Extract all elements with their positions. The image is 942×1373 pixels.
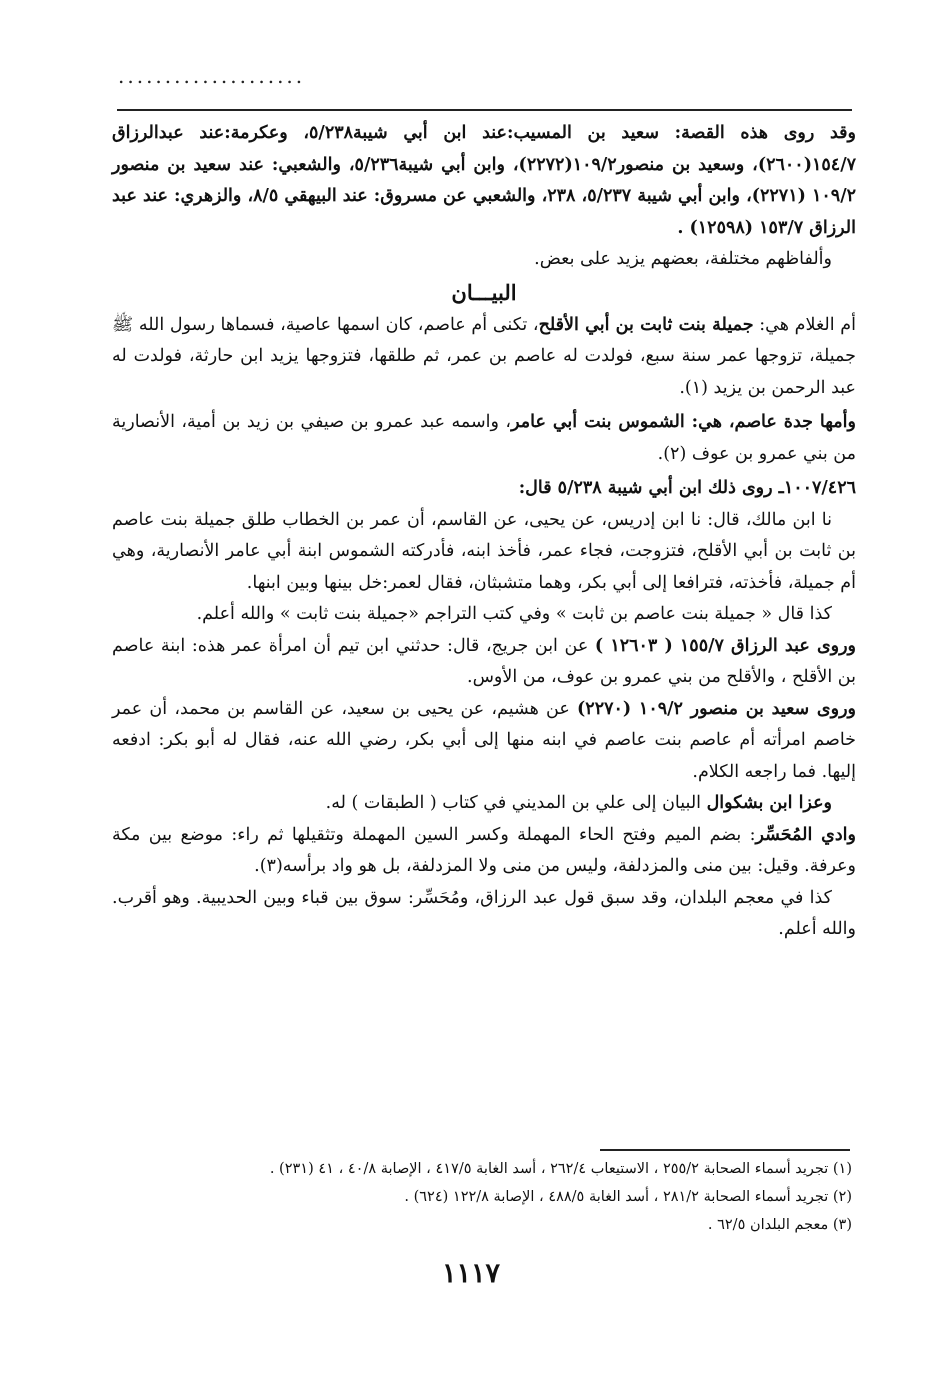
- paragraph-saeed: [112, 694, 856, 789]
- paragraph-muhassir: [112, 820, 856, 883]
- p1-name: جميلة بنت ثابت بن أبي الأقلح: [538, 314, 754, 335]
- p6-rest: عن ابن جريج، قال: حدثني ابن تيم أن امرأة عمر هذه: ابنة عاصم بن الأقلح ، والأقلح من بني عمرو بن عوف، من الأوس.: [112, 635, 856, 687]
- commentary-note: كذا قال « جميلة بنت عاصم بن ثابت » وفي كتب التراجم «جميلة بنت ثابت » والله أعلم.: [196, 604, 832, 624]
- p6-bold: وروى عبد الرزاق ١٥٥/٧ ( ١٢٦٠٣ ): [594, 635, 856, 656]
- narration-heading: ١٠٠٧/٤٢٦ـ روى ذلك ابن أبي شيبة ٥/٢٣٨ قال:: [518, 478, 856, 498]
- intro-note: وألفاظهم مختلفة، بعضهم يزيد على بعض.: [534, 249, 832, 269]
- p8-bold: وعزا ابن بشكوال: [706, 793, 832, 813]
- footnotes: [130, 1155, 852, 1239]
- p7-bold: وروى سعيد بن منصور ١٠٩/٢ (٢٢٧٠): [577, 698, 856, 719]
- p9-rest: : بضم الميم وفتح الحاء المهملة وكسر السين المهملة وتثقيلها ثم راء: موضع بين مكة وعرفة. وقيل: بين منى والمزدلفة، وليس من منى ولا المزدلفة، بل هو واد برأسه(٣).: [112, 824, 856, 876]
- p1-lead: أم الغلام هي:: [753, 314, 856, 335]
- top-rule: [117, 109, 852, 111]
- paragraph-abdurrazzaq: [112, 631, 856, 694]
- p2-bold: وأمها جدة عاصم، هي: الشموس بنت أبي عامر: [511, 412, 856, 432]
- footnote-2: (٢) تجريد أسماء الصحابة ٢٨١/٢ ، أسد الغابة ٤٨٨/٥ ، الإصابة ١٢٢/٨ (٦٢٤) .: [404, 1189, 852, 1205]
- p1-rest: ، تكنى أم عاصم، كان اسمها عاصية، فسماها رسول الله ﷺ جميلة، تزوجها عمر سنة سبع، فولدت له عاصم بن عمر، ثم طلقها، فتزوجها يزيد ابن حارثة، فولدت له عبد الرحمن بن يزيد (١).: [112, 314, 856, 398]
- p8-rest: البيان إلى علي بن المديني في كتاب ( الطبقات ) له.: [325, 793, 707, 813]
- p2-rest: ، واسمه عبد عمرو بن صيفي بن زيد بن أمية، الأنصارية من بني عمرو بن عوف (٢).: [112, 412, 856, 464]
- footnote-1: (١) تجريد أسماء الصحابة ٢٥٥/٢ ، الاستيعاب ٢٦٢/٤ ، أسد الغابة ٤١٧/٥ ، الإصابة ٤٠/٨ ، ٤١ (٢٣١) .: [269, 1161, 852, 1177]
- paragraph-mujam: كذا في معجم البلدان، وقد سبق قول عبد الرزاق، ومُحَسِّر: سوق بين قباء وبين الحديبية. وهو أقرب. والله أعلم.: [112, 887, 856, 939]
- footnote-3: (٣) معجم البلدان ٦٢/٥ .: [707, 1217, 852, 1233]
- paragraph-bashkuwal: [112, 788, 856, 820]
- main-text: [112, 118, 856, 946]
- page-number: ١١١٧: [441, 1258, 500, 1289]
- paragraph-mother: [112, 310, 856, 405]
- footnote-rule: [600, 1149, 850, 1151]
- intro-paragraph: وقد روى هذه القصة: سعيد بن المسيب:عند ابن أبي شيبة٥/٢٣٨، وعكرمة:عند عبدالرزاق ١٥٤/٧(٢٦٠٠)، وسعيد بن منصور١٠٩/٢(٢٢٧٢)، وابن أبي شيبة٥/٢٣٦، والشعبي: عند سعيد بن منصور ١٠٩/٢ (٢٢٧١)، وابن أبي شيبة ٥/٢٣٧، ٢٣٨، والشعبي عن مسروق: عند البيهقي ٨/٥، والزهري: عند عبد الرزاق ١٥٣/٧ (١٢٥٩٨) .: [112, 123, 856, 238]
- paragraph-grandmother: [112, 407, 856, 470]
- dotted-separator: ....................: [118, 64, 306, 88]
- p7-rest: عن هشيم، عن يحيى بن سعيد، عن القاسم بن محمد، أن عمر خاصم امرأته أم عاصم بنت عاصم في ابنه منها إلى أبي بكر، رضي الله عنه، فقال له أبو بكر: ادفعه إليها. فما راجعه الكلام.: [112, 698, 856, 782]
- section-heading: البيـــان: [451, 279, 517, 305]
- p9-bold: وادي المُحَسِّر: [755, 824, 856, 845]
- narration-text: نا ابن مالك، قال: نا ابن إدريس، عن يحيى، عن القاسم، أن عمر بن الخطاب طلق جميلة بنت عاصم بن ثابت بن أبي الأقلح، فتزوجت، فجاء عمر، فأخذ ابنه، فأدركته الشموس ابنة أبي عامر الأنصارية، وهي أم جميلة، فأخذته، فترافعا إلى أبي بكر، وهما متشبثان، فقال لعمر:خل بينها وبين ابنها.: [112, 509, 856, 593]
